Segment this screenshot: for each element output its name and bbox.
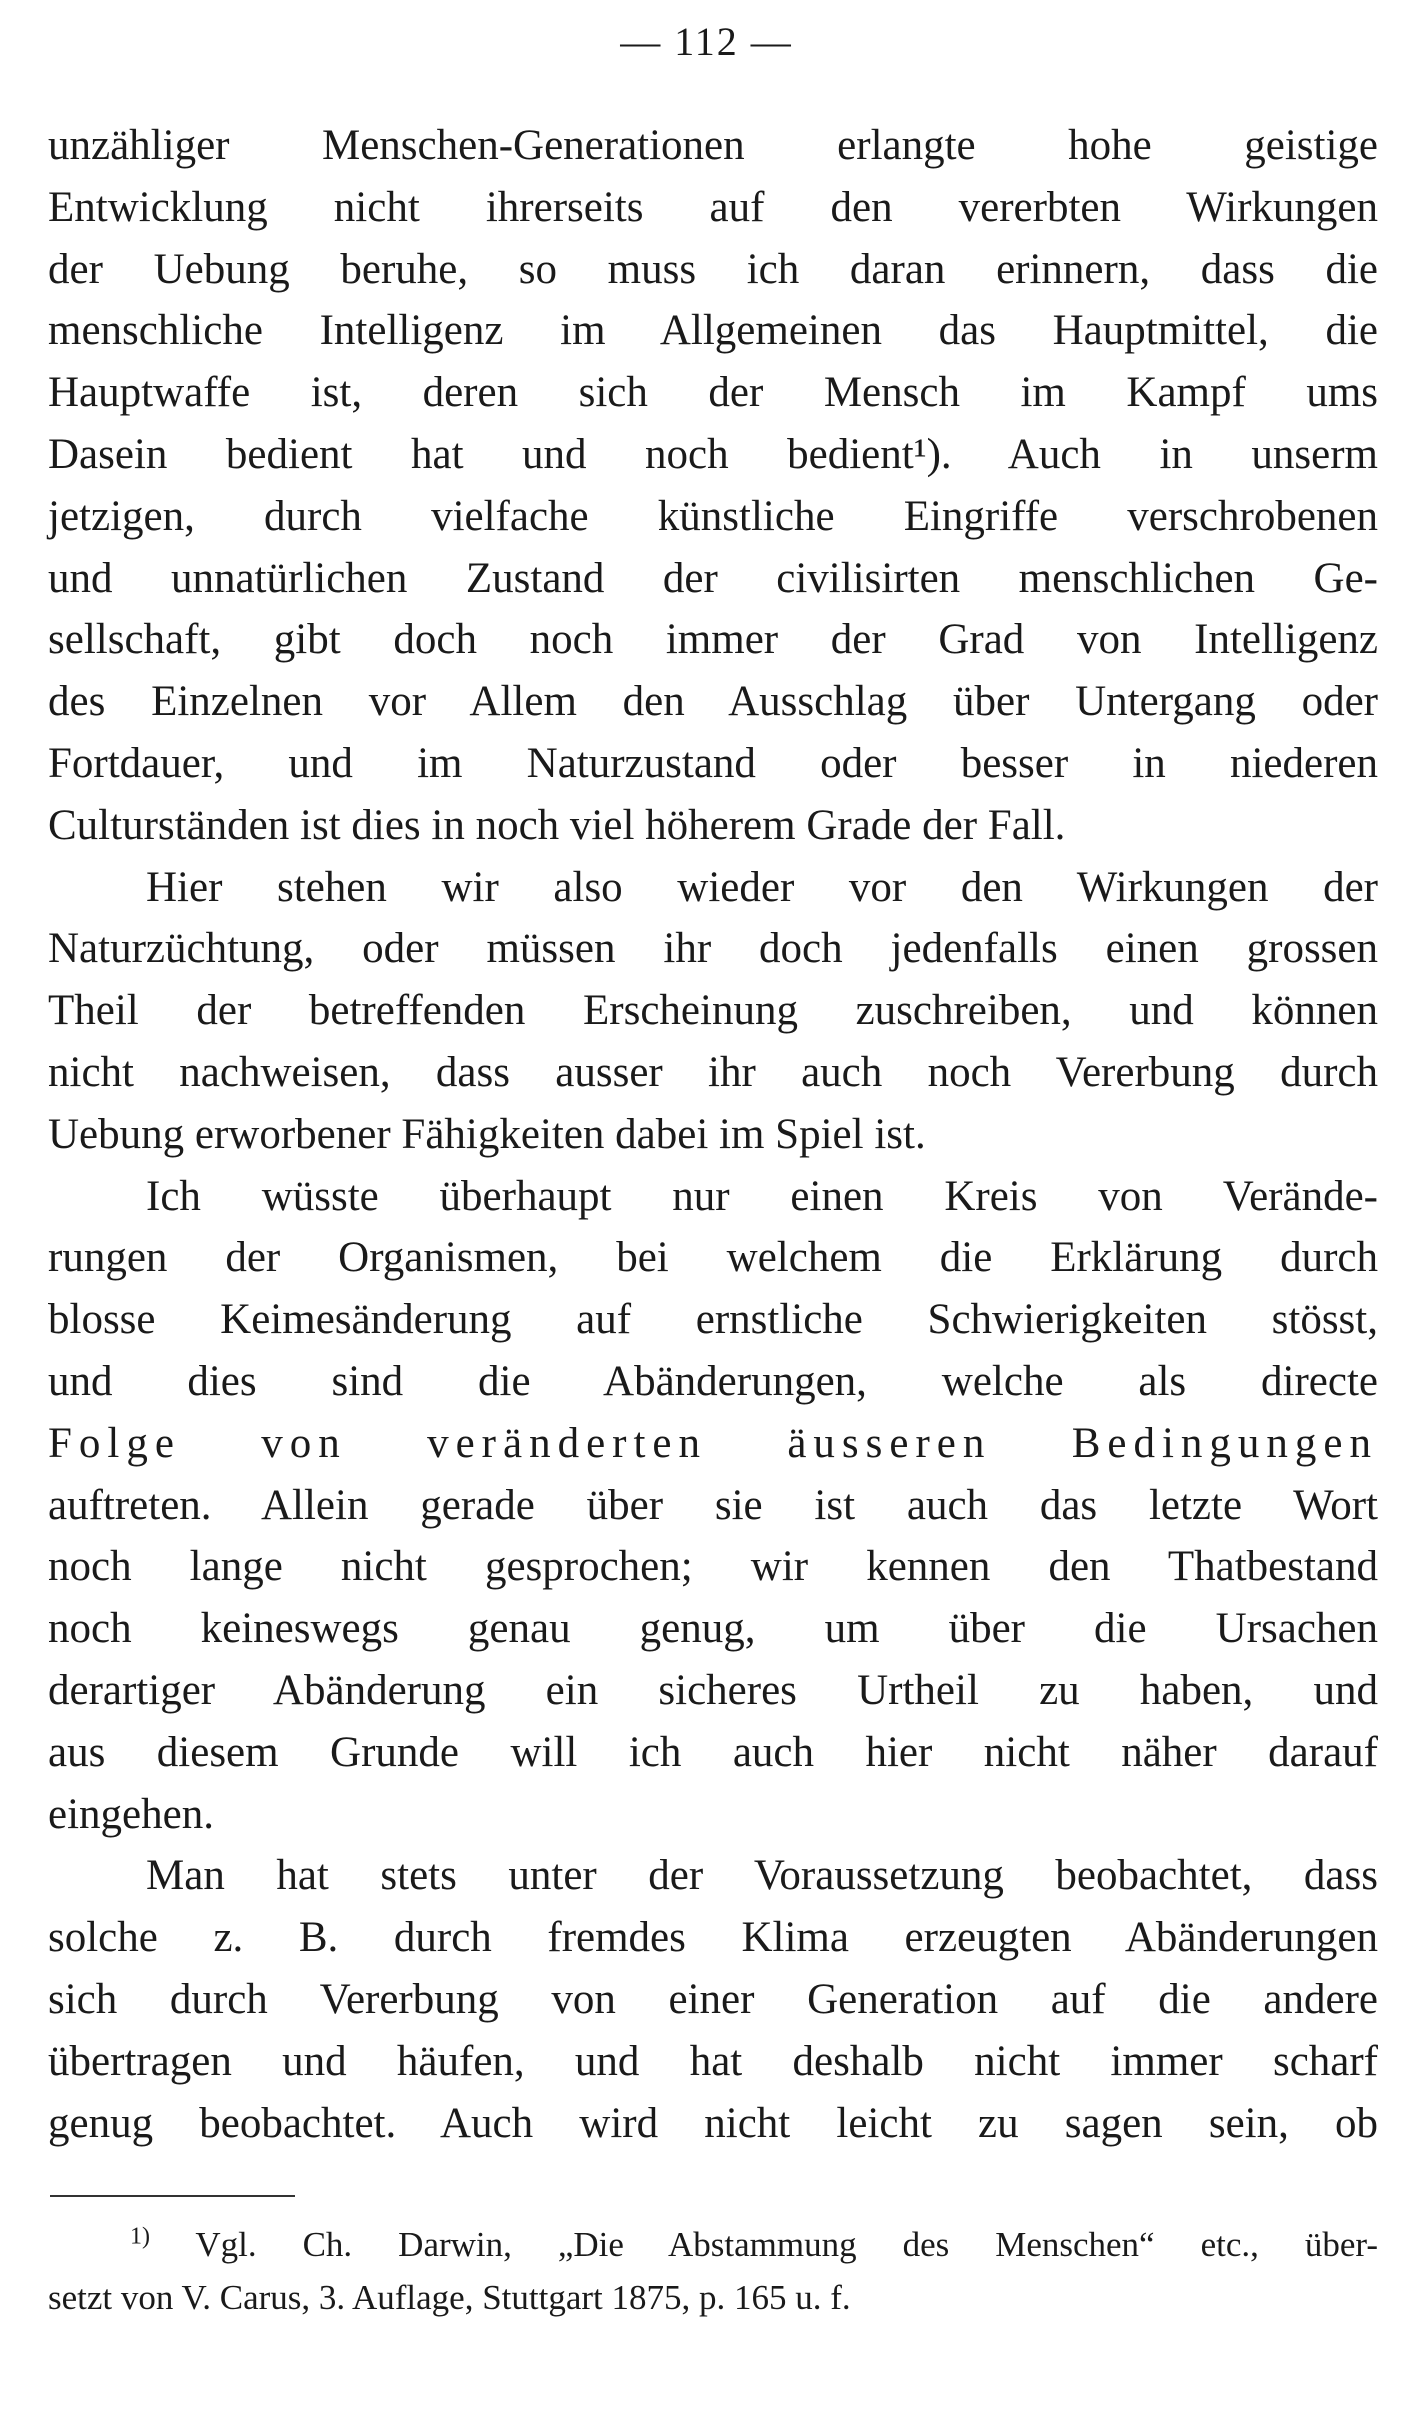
paragraph-1: [48, 115, 1378, 857]
text-line: noch keineswegs genau genug, um über die Ursachen: [48, 1605, 1378, 1653]
text-line: Hier stehen wir also wieder vor den Wirkungen der: [146, 863, 1378, 911]
text-line: Fortdauer, und im Naturzustand oder besser in niederen: [48, 739, 1378, 787]
page-number: — 112 —: [620, 19, 793, 64]
text-line: Entwicklung nicht ihrerseits auf den vererbten Wirkungen: [48, 183, 1378, 231]
text-line: eingehen.: [48, 1790, 214, 1838]
footnote-text: Vgl. Ch. Darwin, „Die Abstammung des Menschen“ etc., über-: [195, 2225, 1378, 2264]
text-line: Uebung erworbener Fähigkeiten dabei im Spiel ist.: [48, 1110, 926, 1158]
text-line: derartiger Abänderung ein sicheres Urtheil zu haben, und: [48, 1666, 1378, 1714]
text-line: des Einzelnen vor Allem den Ausschlag über Untergang oder: [48, 678, 1378, 726]
text-line: blosse Keimesänderung auf ernstliche Schwierigkeiten stösst,: [48, 1296, 1378, 1344]
footnote-divider: [50, 2195, 295, 2197]
text-line: übertragen und häufen, und hat deshalb nicht immer scharf: [48, 2037, 1378, 2085]
paragraph-3: [48, 1166, 1378, 1846]
text-line: jetzigen, durch vielfache künstliche Eingriffe verschrobenen: [48, 492, 1378, 540]
text-line: sich durch Vererbung von einer Generation auf die andere: [48, 1975, 1378, 2023]
text-line: solche z. B. durch fremdes Klima erzeugten Abänderungen: [48, 1914, 1378, 1962]
footnote: [48, 2218, 1378, 2324]
text-line: Man hat stets unter der Voraussetzung beobachtet, dass: [146, 1852, 1378, 1900]
text-line: und unnatürlichen Zustand der civilisirten menschlichen Ge-: [48, 554, 1378, 602]
paragraph-4: [48, 1845, 1378, 2154]
text-line: auftreten. Allein gerade über sie ist auch das letzte Wort: [48, 1481, 1378, 1529]
footnote-marker: 1): [130, 2223, 150, 2250]
text-line: sellschaft, gibt doch noch immer der Grad von Intelligenz: [48, 616, 1378, 664]
text-line: genug beobachtet. Auch wird nicht leicht zu sagen sein, ob: [48, 2099, 1378, 2147]
paragraph-2: [48, 857, 1378, 1166]
text-line: und dies sind die Abänderungen, welche als directe: [48, 1357, 1378, 1405]
text-line: rungen der Organismen, bei welchem die Erklärung durch: [48, 1234, 1378, 1282]
text-line: nicht nachweisen, dass ausser ihr auch noch Vererbung durch: [48, 1048, 1378, 1096]
text-line: noch lange nicht gesprochen; wir kennen den Thatbestand: [48, 1543, 1378, 1591]
text-line: Ich wüsste überhaupt nur einen Kreis von Verände-: [146, 1172, 1378, 1220]
text-line: aus diesem Grunde will ich auch hier nicht näher darauf: [48, 1728, 1378, 1776]
text-line: Dasein bedient hat und noch bedient¹). Auch in unserm: [48, 430, 1378, 478]
text-line: Hauptwaffe ist, deren sich der Mensch im Kampf ums: [48, 369, 1378, 417]
body-text: [48, 115, 1378, 2154]
footnote-line: setzt von V. Carus, 3. Auflage, Stuttgart 1875, p. 165 u. f.: [48, 2278, 851, 2317]
text-line: Folge von veränderten äusseren Bedingungen: [48, 1419, 1378, 1467]
text-line: Culturständen ist dies in noch viel höherem Grade der Fall.: [48, 801, 1066, 849]
footnote-line: [48, 2218, 1378, 2271]
text-line: der Uebung beruhe, so muss ich daran erinnern, dass die: [48, 245, 1378, 293]
text-line: Theil der betreffenden Erscheinung zuschreiben, und können: [48, 987, 1378, 1035]
text-line: Naturzüchtung, oder müssen ihr doch jedenfalls einen grossen: [48, 925, 1378, 973]
text-line: menschliche Intelligenz im Allgemeinen das Hauptmittel, die: [48, 307, 1378, 355]
text-line: unzähliger Menschen-Generationen erlangte hohe geistige: [48, 122, 1378, 169]
